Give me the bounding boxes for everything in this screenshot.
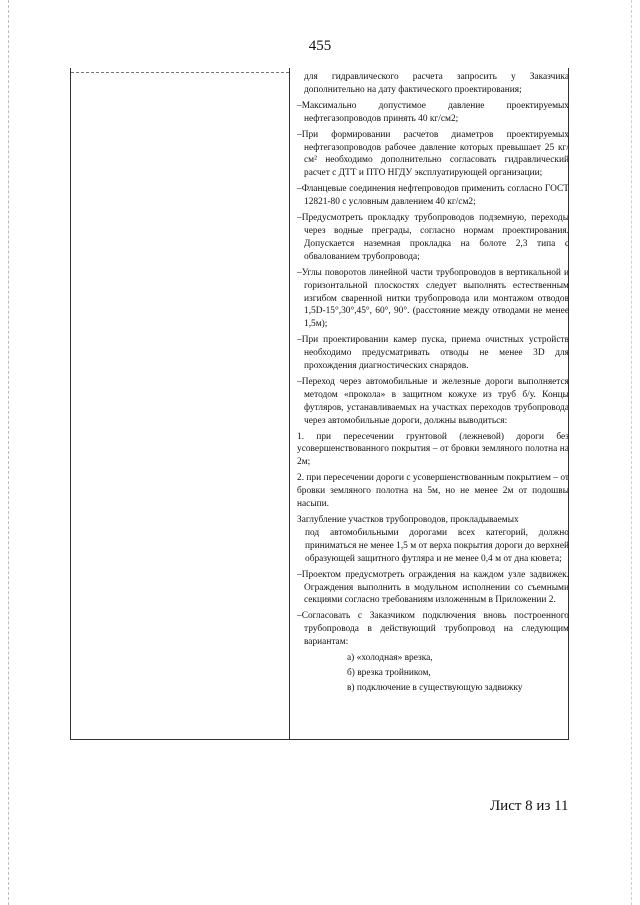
page-number: 455 [308,38,332,54]
variant-item: в) подключение в существующую задвижку [347,682,523,693]
scan-edge-left [8,0,9,905]
list-item: –Максимально допустимое давление проектируемых нефтегазопроводов принять 40 кг/см2; [297,100,569,124]
burial-paragraph: Заглубление участков трубопроводов, прокладываемых [297,515,519,525]
list-item: –При проектировании камер пуска, приема очистных устройств необходимо предусматривать отводы не менее 3D для прохождения диагностических снарядов. [297,335,569,372]
list-item: –При формировании расчетов диаметров проектируемых нефтегазопроводов рабочее давление которых превышает 25 кг/см² необходимо дополнительно согласовать гидравлический расчет с ДТТ и ПТО НГДУ эксплуатирующей организации; [297,129,569,179]
scan-edge-right [631,0,632,905]
list-item: –Согласовать с Заказчиком подключения вновь построенного трубопровода в действующий трубопровод на следующим вариантам: [297,611,569,648]
list-item: –Углы поворотов линейной части трубопроводов в вертикальной и горизонтальной плоскостях следует выполнять естественным изгибом сваренной нитки трубопровода или монтажом отводов 1,5D-15°,30°,45°, 60°, 90°. (расстояние между отводами не менее 1,5м); [297,267,569,330]
numbered-item: 1. при пересечении грунтовой (лежневой) дороги без усовершенствованного покрытия – от бровки земляного полотна на 2м; [297,431,569,468]
list-item: –Предусмотреть прокладку трубопроводов подземную, переходы через водные преграды, согласно нормам проектирования. Допускается наземная прокладка на болоте 2,3 типа с обвалованием трубопровода; [297,213,569,262]
list-item: –Фланцевые соединения нефтепроводов применить согласно ГОСТ 12821-80 с условным давлением 40 кг/см2; [297,184,569,208]
list-item: –Проектом предусмотреть ограждения на каждом узле задвижек. Ограждения выполнить в модульном исполнении со съемными секциями согласно требованиям изложенным в Приложении 2. [297,569,569,606]
sheet-counter: Лист 8 из 11 [490,798,569,814]
column-divider [289,68,290,739]
numbered-item: 2. при пересечении дороги с усовершенствованным покрытием – от бровки земляного полотна на 5м, но не менее 2м от подошвы насыпи. [297,473,569,510]
variant-item: а) «холодная» врезка, [347,653,433,664]
burial-paragraph-cont: под автомобильными дорогами всех категорий, должно приниматься не менее 1,5 м от верха покрытия дороги до верхней образующей защитного футляра и не менее 0,4 м от дна кювета; [305,527,569,564]
list-item: –Переход через автомобильные и железные дороги выполняется методом «прокола» в защитном кожухе из труб б/у. Концы футляров, устанавливаемых на участках переходов трубопровода через автомобильные дороги, должны выводиться: [297,376,569,426]
variant-item: б) врезка тройником, [347,667,431,678]
table-top-dash [71,72,289,73]
requirements-text [297,71,569,697]
continued-paragraph: для гидравлического расчета запросить у Заказчика дополнительно на дату фактического проектирования; [304,72,569,95]
